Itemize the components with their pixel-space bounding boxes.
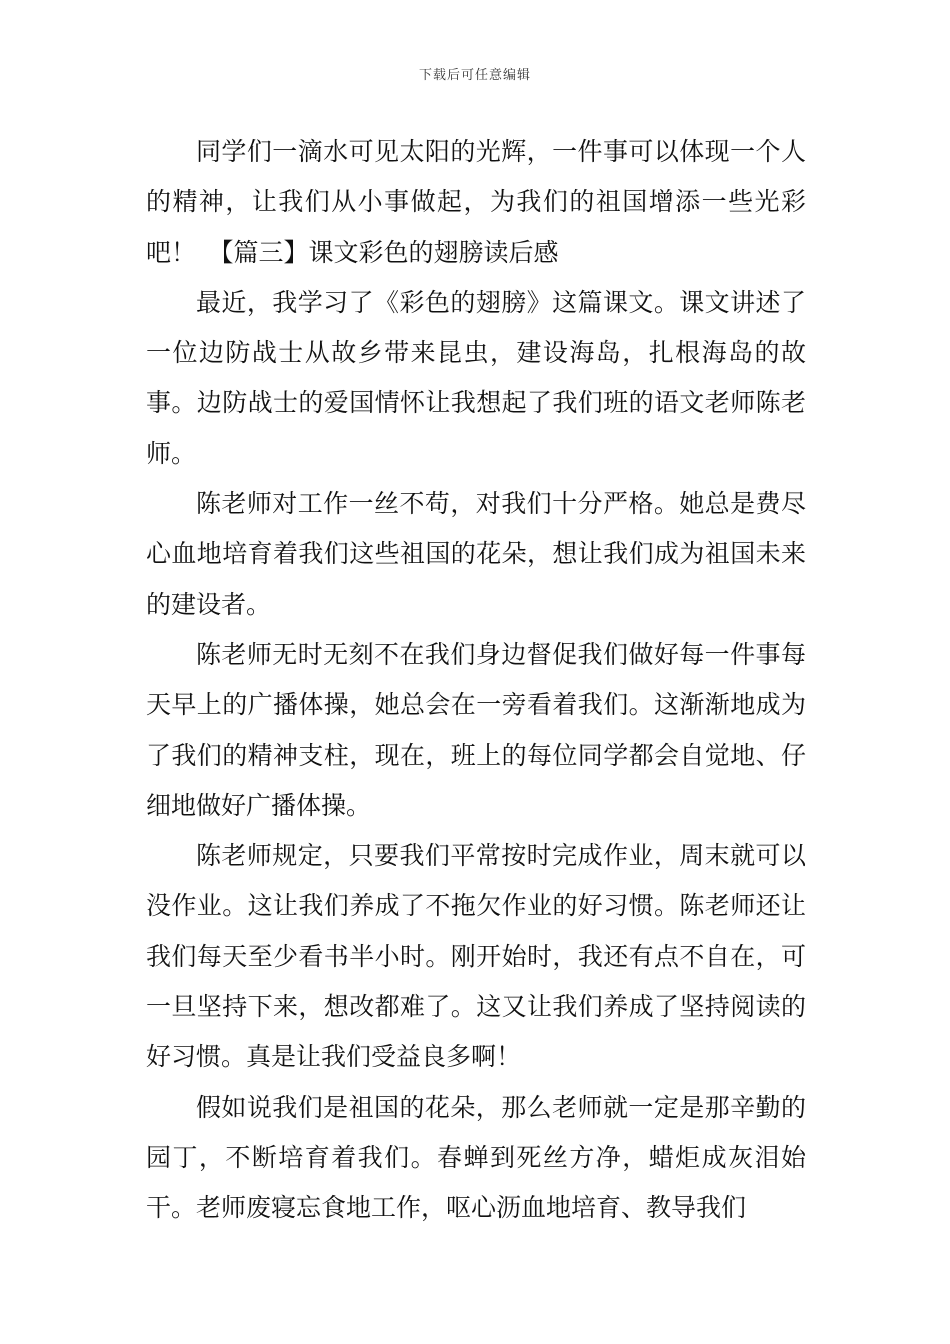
page-header: 下载后可任意编辑 — [418, 68, 531, 83]
document-body — [146, 127, 806, 1234]
paragraph: 同学们一滴水可见太阳的光辉，一件事可以体现一个人的精神，让我们从小事做起，为我们的祖国增添一些光彩吧！ 【篇三】课文彩色的翅膀读后感 — [146, 137, 806, 267]
paragraph: 陈老师对工作一丝不苟，对我们十分严格。她总是费尽心血地培育着我们这些祖国的花朵，想让我们成为祖国未来的建设者。 — [146, 489, 806, 619]
paragraph: 陈老师规定，只要我们平常按时完成作业，周末就可以没作业。这让我们养成了不拖欠作业的好习惯。陈老师还让我们每天至少看书半小时。刚开始时，我还有点不自在，可一旦坚持下来，想改都难了。这又让我们养成了坚持阅读的好习惯。真是让我们受益良多啊！ — [146, 841, 806, 1072]
paragraph: 最近，我学习了《彩色的翅膀》这篇课文。课文讲述了一位边防战士从故乡带来昆虫，建设海岛，扎根海岛的故事。边防战士的爱国情怀让我想起了我们班的语文老师陈老师。 — [146, 287, 806, 468]
paragraph: 假如说我们是祖国的花朵，那么老师就一定是那辛勤的园丁，不断培育着我们。春蝉到死丝方净，蜡炬成灰泪始干。老师废寝忘食地工作，呕心沥血地培育、教导我们 — [146, 1092, 806, 1223]
paragraph: 陈老师无时无刻不在我们身边督促我们做好每一件事每天早上的广播体操，她总会在一旁看着我们。这渐渐地成为了我们的精神支柱，现在，班上的每位同学都会自觉地、仔细地做好广播体操。 — [146, 639, 806, 820]
